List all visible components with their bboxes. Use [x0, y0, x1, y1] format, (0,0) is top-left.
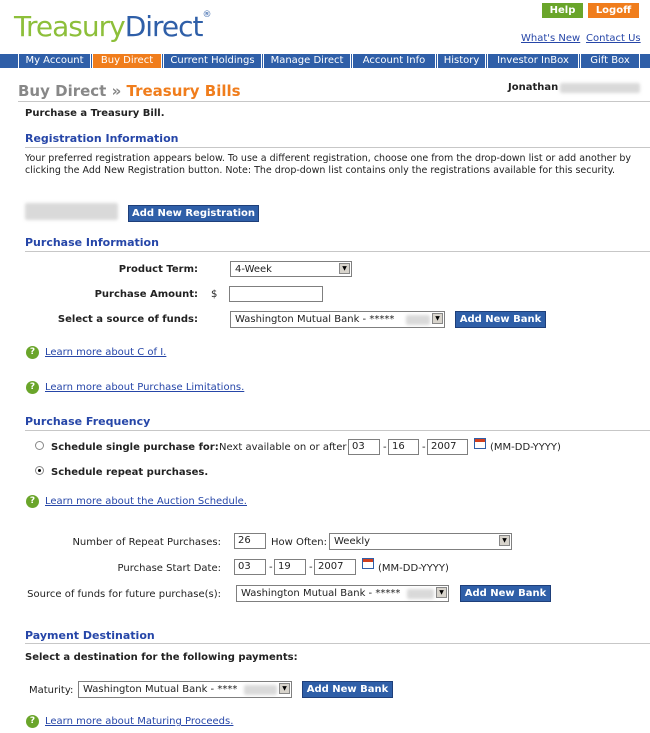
- question-circle-icon: ?: [26, 381, 39, 394]
- logoff-button[interactable]: Logoff: [588, 3, 639, 18]
- tab-my-account[interactable]: My Account: [18, 54, 91, 68]
- chevron-down-icon: ▼: [436, 587, 447, 598]
- num-repeat-label: Number of Repeat Purchases:: [72, 537, 221, 548]
- help-link-auction-schedule[interactable]: Learn more about the Auction Schedule.: [45, 496, 247, 507]
- tab-gift-box[interactable]: Gift Box: [580, 54, 640, 68]
- tab-manage-direct[interactable]: Manage Direct: [263, 54, 351, 68]
- add-new-bank-button[interactable]: Add New Bank: [455, 311, 546, 328]
- question-circle-icon: ?: [26, 495, 39, 508]
- chevron-down-icon: ▼: [432, 313, 443, 324]
- product-term-label: Product Term:: [118, 264, 198, 275]
- divider: [18, 101, 650, 102]
- breadcrumb-separator: »: [111, 82, 122, 100]
- divider: [25, 147, 650, 148]
- currency-symbol: $: [211, 289, 218, 300]
- single-month-input[interactable]: 03: [348, 439, 380, 455]
- tab-investor-inbox[interactable]: Investor InBox: [487, 54, 579, 68]
- divider: [25, 251, 650, 252]
- future-source-select[interactable]: [236, 585, 449, 602]
- redacted-registration-select[interactable]: [25, 203, 118, 220]
- redacted-account-number: [406, 315, 430, 325]
- date-dash: -: [383, 442, 387, 453]
- chevron-down-icon: ▼: [339, 263, 350, 274]
- tab-account-info[interactable]: Account Info: [352, 54, 436, 68]
- section-title-purchase-information: Purchase Information: [25, 236, 159, 249]
- question-circle-icon: ?: [26, 346, 39, 359]
- date-format-hint: (MM-DD-YYYY): [490, 442, 561, 453]
- future-source-value: Washington Mutual Bank - *****: [241, 588, 401, 599]
- date-dash: -: [422, 442, 426, 453]
- page-intro: Purchase a Treasury Bill.: [25, 108, 165, 119]
- maturity-destination-value: Washington Mutual Bank - ****: [83, 684, 238, 695]
- single-year-input[interactable]: 2007: [427, 439, 468, 455]
- help-link-maturing-proceeds[interactable]: Learn more about Maturing Proceeds.: [45, 716, 234, 727]
- section-title-payment-destination: Payment Destination: [25, 629, 155, 642]
- start-month-input[interactable]: 03: [234, 559, 266, 575]
- source-of-funds-label: Select a source of funds:: [57, 314, 198, 325]
- payment-instruction: Select a destination for the following payments:: [25, 652, 298, 663]
- date-dash: -: [269, 562, 273, 573]
- chevron-down-icon: ▼: [279, 683, 290, 694]
- redacted-account-number: [407, 589, 434, 599]
- product-term-select[interactable]: [230, 261, 352, 277]
- how-often-select[interactable]: [329, 533, 512, 550]
- logo-text-treasury: Treasury: [14, 10, 125, 43]
- purchase-amount-label: Purchase Amount:: [94, 289, 198, 300]
- purchase-amount-input[interactable]: [229, 286, 323, 302]
- question-circle-icon: ?: [26, 715, 39, 728]
- user-name: Jonathan: [508, 82, 559, 93]
- redacted-user-info: [560, 83, 640, 93]
- date-format-hint: (MM-DD-YYYY): [378, 563, 449, 574]
- single-purchase-label: Schedule single purchase for:: [51, 442, 219, 453]
- num-repeat-input[interactable]: 26: [234, 533, 266, 549]
- section-title-registration: Registration Information: [25, 132, 179, 145]
- logo-registered-mark: ®: [202, 10, 211, 20]
- single-purchase-text: Next available on or after: [219, 442, 347, 453]
- tab-history[interactable]: History: [437, 54, 486, 68]
- tab-buy-direct[interactable]: Buy Direct: [92, 54, 162, 68]
- breadcrumb: [18, 82, 241, 100]
- redacted-account-number: [244, 685, 277, 695]
- divider: [25, 430, 650, 431]
- calendar-icon[interactable]: [362, 558, 374, 569]
- page-title: Treasury Bills: [126, 82, 241, 100]
- divider: [25, 643, 650, 644]
- breadcrumb-parent: Buy Direct: [18, 82, 107, 100]
- add-new-bank-button[interactable]: Add New Bank: [460, 585, 551, 602]
- how-often-value: Weekly: [334, 536, 371, 547]
- product-term-value: 4-Week: [235, 264, 272, 275]
- source-of-funds-value: Washington Mutual Bank - *****: [235, 314, 395, 325]
- start-date-label: Purchase Start Date:: [117, 563, 221, 574]
- add-new-registration-button[interactable]: Add New Registration: [128, 205, 259, 222]
- whats-new-link[interactable]: What's New: [521, 33, 581, 44]
- start-day-input[interactable]: 19: [274, 559, 306, 575]
- future-source-label: Source of funds for future purchase(s):: [27, 589, 221, 600]
- help-link-c-of-i[interactable]: Learn more about C of I.: [45, 347, 167, 358]
- radio-single-purchase[interactable]: [35, 441, 44, 450]
- add-new-bank-button[interactable]: Add New Bank: [302, 681, 393, 698]
- maturity-destination-select[interactable]: [78, 681, 292, 698]
- start-year-input[interactable]: 2007: [314, 559, 356, 575]
- help-button[interactable]: Help: [542, 3, 583, 18]
- registration-description: Your preferred registration appears below. To use a different registration, choose one from the drop-down list or add another by clicking the Add New Registration button. Note: The drop-down list contains only the registrations available for this security.: [25, 153, 632, 176]
- contact-us-link[interactable]: Contact Us: [586, 33, 641, 44]
- source-of-funds-select[interactable]: [230, 311, 445, 328]
- treasurydirect-logo: [14, 10, 211, 43]
- maturity-label: Maturity:: [29, 685, 74, 696]
- help-link-purchase-limitations[interactable]: Learn more about Purchase Limitations.: [45, 382, 245, 393]
- date-dash: -: [309, 562, 313, 573]
- chevron-down-icon: ▼: [499, 535, 510, 546]
- radio-repeat-purchases[interactable]: [35, 466, 44, 475]
- tab-current-holdings[interactable]: Current Holdings: [163, 54, 262, 68]
- single-day-input[interactable]: 16: [388, 439, 419, 455]
- how-often-label: How Often:: [271, 537, 327, 548]
- logo-text-direct: Direct: [124, 10, 203, 43]
- section-title-purchase-frequency: Purchase Frequency: [25, 415, 151, 428]
- repeat-purchases-label: Schedule repeat purchases.: [51, 467, 209, 478]
- calendar-icon[interactable]: [474, 438, 486, 449]
